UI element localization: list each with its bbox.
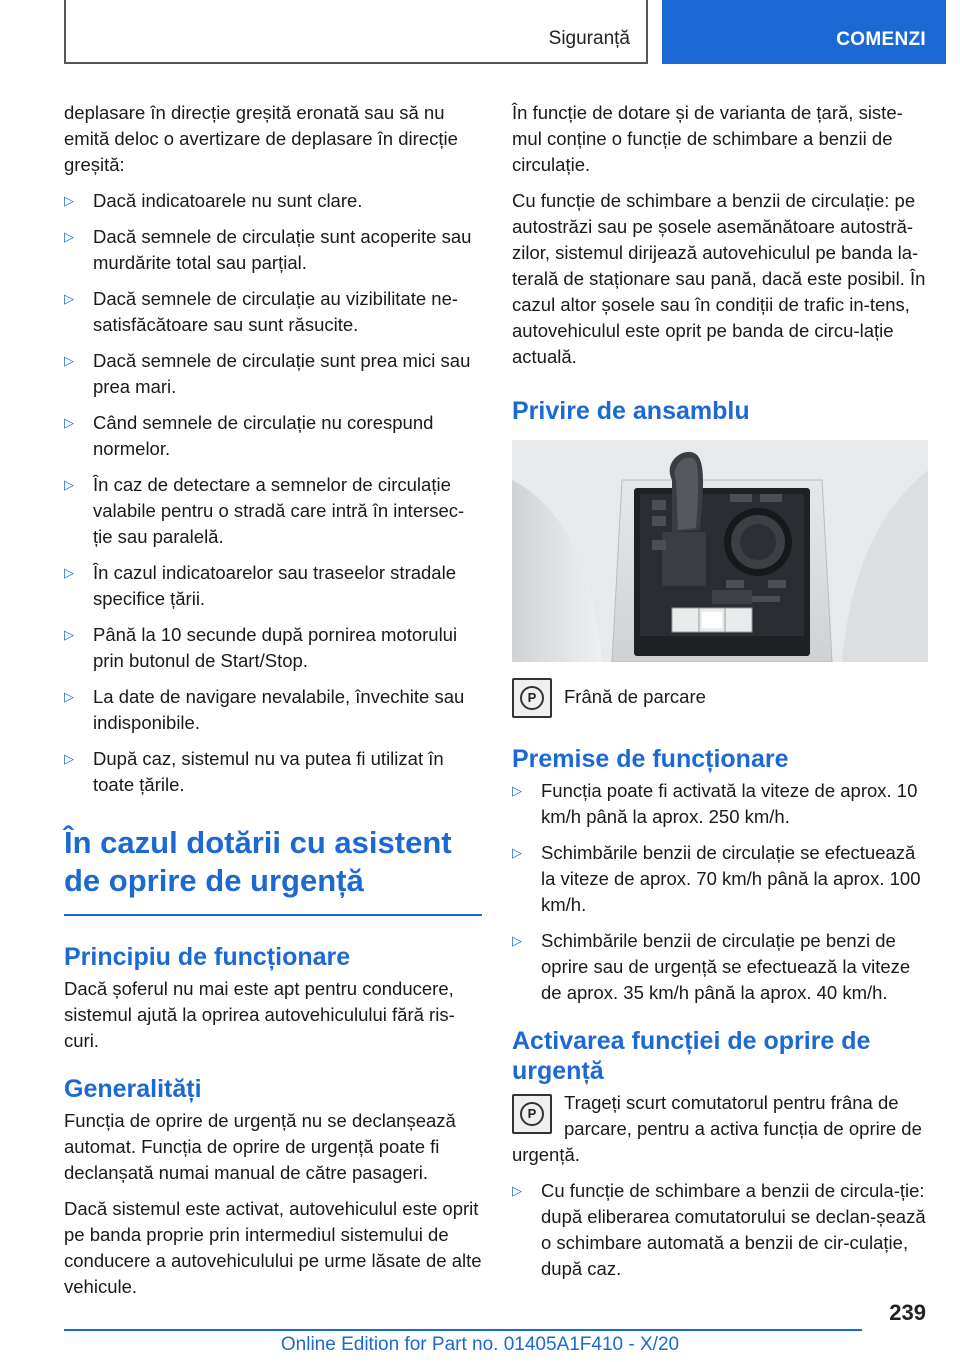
bullet-triangle-icon: ▷ — [512, 783, 522, 798]
bullet-triangle-icon: ▷ — [64, 229, 74, 244]
header-chapter-tab — [662, 0, 946, 64]
general-paragraph-1: Funcția de oprire de urgență nu se declanșează automat. Funcția de oprire de urgență poate fi declanșată numai manual de către pasageri. — [64, 1110, 456, 1183]
prerequisites-list — [512, 778, 930, 1006]
footer-divider — [64, 1329, 862, 1331]
footer-edition: Online Edition for Part no. 01405A1F410 - X/20 — [280, 1334, 680, 1355]
heading-principle: Principiu de funcționare — [64, 943, 351, 971]
list-item: ▷ Dacă semnele de circulație sunt prea mici sau prea mari. — [64, 350, 471, 397]
list-item: ▷ Dacă semnele de circulație sunt acoperite sau murdărite total sau parțial. — [64, 226, 472, 273]
list-item: ▷ La date de navigare nevalabile, învechite sau indisponibile. — [64, 686, 465, 733]
parking-brake-icon — [512, 678, 552, 718]
parking-brake-symbol: P — [520, 1102, 544, 1126]
list-item: ▷ În cazul indicatoarelor sau traseelor stradale specifice țării. — [64, 562, 456, 609]
heading-activation: Activarea funcției de oprire de urgență — [512, 1027, 871, 1085]
bullet-triangle-icon: ▷ — [64, 751, 74, 766]
bullet-triangle-icon: ▷ — [512, 845, 522, 860]
section-heading-emergency-stop: În cazul dotării cu asistent de oprire de urgență — [64, 824, 482, 916]
list-item: ▷ Cu funcție de schimbare a benzii de circula-ție: după eliberarea comutatorului se declan-șează o schimbare automată a benzii de cir-culație, după caz. — [512, 1180, 926, 1279]
lane-change-paragraph-1: În funcție de dotare și de varianta de țară, siste-mul conține o funcție de schimbare a benzii de circulație. — [512, 102, 903, 175]
bullet-triangle-icon: ▷ — [512, 933, 522, 948]
list-item: ▷ Dacă indicatoarele nu sunt clare. — [64, 188, 482, 214]
principle-paragraph: Dacă șoferul nu mai este apt pentru conducere, sistemul ajută la oprirea autovehiculului fără ris-curi. — [64, 978, 455, 1051]
parking-brake-symbol: P — [520, 686, 544, 710]
bullet-triangle-icon: ▷ — [64, 477, 74, 492]
list-item: ▷ Până la 10 secunde după pornirea motorului prin butonul de Start/Stop. — [64, 624, 458, 671]
parking-brake-icon — [512, 1094, 552, 1134]
center-console-photo — [512, 440, 928, 662]
intro-paragraph: deplasare în direcție greșită eronată sau să nu emită deloc o avertizare de deplasare în direcție greșită: — [64, 102, 458, 175]
limitations-list — [64, 188, 482, 798]
lane-change-paragraph-2: Cu funcție de schimbare a benzii de circulație: pe autostrăzi sau pe șosele asemănătoare autostră-zilor, sistemul dirijează autovehiculul pe banda la-terală de staționare sau pană, dacă este posibil. În cazul altor șosele sau în condiții de trafic in-tens, autovehiculul este oprit pe banda de circu-lație actuală. — [512, 190, 926, 367]
bullet-triangle-icon: ▷ — [64, 353, 74, 368]
general-paragraph-2: Dacă sistemul este activat, autovehiculul este oprit pe banda proprie prin intermediul sistemului de conducere a autovehiculului pe urme lăsate de alte vehicule. — [64, 1198, 482, 1297]
header-section-title: Siguranță — [548, 28, 630, 49]
center-console-illustration — [512, 440, 928, 662]
left-column — [64, 100, 482, 1310]
parking-brake-legend — [512, 678, 930, 718]
heading-prerequisites: Premise de funcționare — [512, 745, 789, 773]
header-chapter-title: COMENZI — [836, 29, 926, 50]
parking-brake-label: Frână de parcare — [564, 686, 706, 707]
bullet-triangle-icon: ▷ — [512, 1183, 522, 1198]
right-column — [512, 100, 930, 1292]
list-item: ▷ Dacă semnele de circulație au vizibilitate ne-satisfăcătoare sau sunt răsucite. — [64, 288, 459, 335]
list-item: ▷ În caz de detectare a semnelor de circulație valabile pentru o stradă care intră în intersec-ție sau paralelă. — [64, 474, 465, 547]
bullet-triangle-icon: ▷ — [64, 415, 74, 430]
list-item: ▷ Schimbările benzii de circulație pe benzi de oprire sau de urgență se efectuează la viteze de aprox. 35 km/h până la aprox. 40 km/h. — [512, 930, 911, 1003]
list-item: ▷ Funcția poate fi activată la viteze de aprox. 10 km/h până la aprox. 250 km/h. — [512, 780, 918, 827]
header-section-tab — [64, 0, 648, 64]
bullet-triangle-icon: ▷ — [64, 627, 74, 642]
list-item: ▷ Când semnele de circulație nu corespund normelor. — [64, 412, 434, 459]
list-item: ▷ După caz, sistemul nu va putea fi utilizat în toate țările. — [64, 748, 444, 795]
list-item: ▷ Schimbările benzii de circulație se efectuează la viteze de aprox. 70 km/h până la aprox. 100 km/h. — [512, 842, 921, 915]
bullet-triangle-icon: ▷ — [64, 193, 74, 208]
heading-general: Generalități — [64, 1075, 202, 1103]
activation-paragraph: Trageți scurt comutatorul pentru frâna de parcare, pentru a activa funcția de oprire de urgență. — [512, 1092, 922, 1165]
bullet-triangle-icon: ▷ — [64, 689, 74, 704]
activation-list — [512, 1178, 930, 1282]
bullet-triangle-icon: ▷ — [64, 291, 74, 306]
activation-block — [512, 1090, 930, 1178]
heading-overview: Privire de ansamblu — [512, 397, 750, 425]
page-number: 239 — [889, 1300, 926, 1325]
bullet-triangle-icon: ▷ — [64, 565, 74, 580]
